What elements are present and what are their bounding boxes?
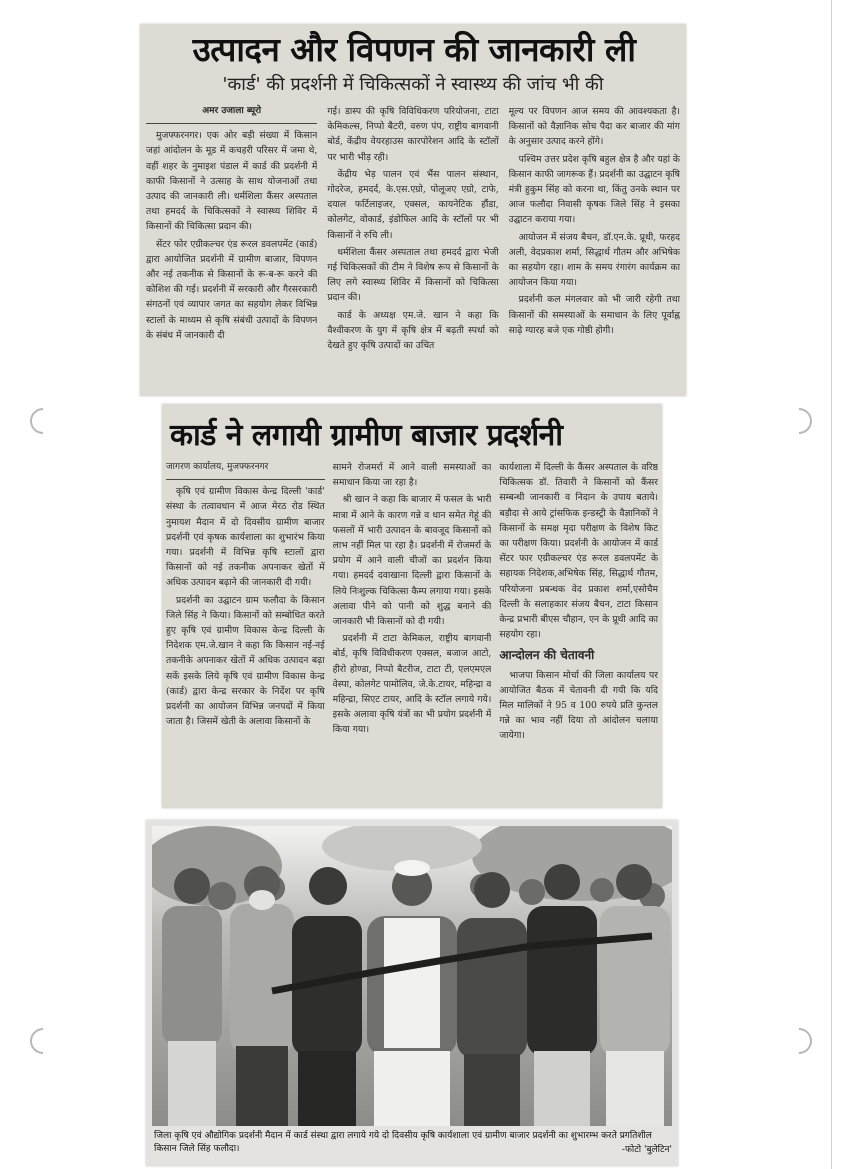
byline-rule	[166, 479, 325, 480]
binder-hole	[781, 1023, 818, 1060]
photo-caption: जिला कृषि एवं औद्योगिक प्रदर्शनी मैदान में कार्ड संस्था द्वारा लगाये गये दो दिवसीय कृषि कार्यशाला एवं ग्रामीण बाजार प्रदर्शनी का शुभारम्भ करते प्रगतिशील किसान जिले सिंह फलौदा।	[154, 1131, 652, 1154]
clipping-jagran	[162, 404, 662, 808]
paragraph: श्री खान ने कहा कि बाजार में फसल के भारी मात्रा में आने के कारण गन्ने व धान समेत गेहूं की फसलों में भारी उत्पादन के बावजूद किसानों को लाभ नहीं मिल पा रहा है। प्रदर्शनी में रोजमर्रा के प्रयोग में आने वाली चीजों का प्रदर्शन किया गया। हमदर्द दवाखाना दिल्ली द्वारा किसानों के लिये निःशुल्क चिकित्सा कैम्प लगाया गया। इसके अलावा पीने को पानी को शुद्ध बनाने की जानकारी भी किसानों को दी गयी।	[332, 494, 492, 628]
paragraph: मूल्य पर विपणन आज समय की आवश्यकता है। किसानों को वैज्ञानिक सोच पैदा कर बाजार की मांग के अनुसार उत्पाद करने होंगे।	[508, 106, 680, 148]
article-headline: उत्पादन और विपणन की जानकारी ली	[192, 30, 636, 69]
byline: अमर उजाला ब्यूरो	[202, 106, 262, 116]
article-column	[499, 460, 658, 804]
paragraph: कृषि एवं ग्रामीण विकास केन्द्र दिल्ली 'कार्ड' संस्था के तत्वावधान में आज मेरठ रोड स्थित नुमायश मैदान में दो दिवसीय ग्रामीण बाजार प्रदर्शनी एवं कृषक कार्यशाला का शुभारंभ किया गया। प्रदर्शनी में विभिन्न कृषि स्टालों द्वारा किसानों को नई तकनीक अपनाकर खेतों में अधिक उत्पादन बढ़ाने की जानकारी दी गयी।	[166, 486, 325, 589]
event-photo	[152, 826, 672, 1126]
paragraph: कार्यशाला में दिल्ली के कैंसर अस्पताल के वरिष्ठ चिकित्सक डॉ. तिवारी ने किसानों को कैंसर सम्बन्धी जानकारी व निदान के उपाय बताये। बड़ौदा से आये ट्रांसफिक इन्डस्ट्री के वैज्ञानिकों ने किसानों के समक्ष मृदा परीक्षण के विशेष किट का परीक्षण किया। प्रदर्शनी के आयोजन में कार्ड सेंटर फार एग्रीकल्चर एंड रूरल डवलपमेंट के सहायक निदेशक,अभिषेक सिंह, सिद्धार्थ गौतम, परियोजना प्रबन्धक वेद प्रकाश शर्मा,एसोचैम दिल्ली के सलाहकार संजय बैचन, टाटा किसान केन्द्र प्रभारी बीएस चौहान, एन के प्रूथी आदि का सहयोग रहा।	[499, 462, 659, 641]
binder-hole	[25, 403, 62, 440]
paragraph: मुजफ्फरनगर। एक ओर बड़ी संख्या में किसान जहां आंदोलन के मूड में कचहरी परिसर में जमा थे, वहीं शहर के नुमाइश पंडाल में कार्ड की प्रदर्शनी में काफी किसानों ने उत्साह के साथ योजनाओं तथा उत्पाद की जानकारी ली। धर्मशिला कैंसर अस्पताल तथा हमदर्द के चिकित्सकों ने स्वास्थ्य शिविर में किसानों की चिकित्सा प्रदान की।	[146, 130, 318, 233]
clipping-amar-ujala	[140, 24, 686, 396]
paragraph: गई। डास्प की कृषि विविधिकरण परियोजना, टाटा केमिकल्स, निप्पो बैटरी, वरुण पंप, राष्ट्रीय बागवानी बोर्ड, केंद्रीय वेयरहाउस कारपोरेशन आदि के स्टॉलों पर भारी भीड़ रही।	[327, 106, 499, 163]
paragraph: केंद्रीय भेड़ पालन एवं भैंस पालन संस्थान, गोदरेज, हमदर्द, के.एस.एग्रो, पोलूजए एग्रो, टाफे, दयाल फर्टिलाइजर, एक्सल, कायनेटिक हौंडा, कोलगेट, वोकार्ड, इंडोफिल आदि के स्टॉलों पर भी किसानों ने रुचि ली।	[327, 168, 499, 241]
article-column	[509, 104, 680, 392]
article-subheadline: 'कार्ड' की प्रदर्शनी में चिकित्सकों ने स्वास्थ्य की जांच भी की	[222, 74, 604, 95]
paragraph: पश्चिम उत्तर प्रदेश कृषि बहुल क्षेत्र है और यहां के किसान काफी जागरूक हैं। प्रदर्शनी का उद्घाटन कृषि मंत्री हुकुम सिंह को करना था, किंतु उनके स्थान पर आज फलौदा निवासी कृषक जिले सिंह ने इसका उद्घाटन कराया गया।	[508, 153, 680, 226]
paragraph: कार्ड के अध्यक्ष एम.जे. खान ने कहा कि वैश्वीकरण के युग में कृषि क्षेत्र में बढ़ती स्पर्धा को देखते हुए कृषि उत्पादों का उचित	[327, 309, 499, 352]
page-edge	[831, 0, 832, 1169]
paragraph: प्रदर्शनी में टाटा केमिकल, राष्ट्रीय बागवानी बोर्ड, कृषि विविधीकरण एक्सल, बजाज आटो, हीरो होण्डा, निप्पो बैटरीज, टाटा टी, एलएमएल वेस्पा, कोलगेट पामोलिव, जे.के.टायर, महिन्द्रा व महिन्द्रा, सिएट टायर, आदि के स्टॉल लगाये गये। इसके अलावा कृषि यंत्रों का भी प्रयोग प्रदर्शनी में किया गया।	[332, 633, 492, 736]
paragraph: भाजपा किसान मोर्चा की जिला कार्यालय पर आयोजित बैठक में चेतावनी दी गयी कि यदि मिल मालिकों ने 95 व 100 रुपये प्रति कुन्तल गन्ने का भाव नहीं दिया तो आंदोलन चलाया जायेगा।	[499, 669, 659, 742]
binder-hole	[781, 403, 818, 440]
article-column	[166, 460, 325, 804]
article-column	[333, 460, 492, 804]
paragraph: प्रदर्शनी कल मंगलवार को भी जारी रहेगी तथा किसानों की समस्याओं के समाधान के लिए पूर्वाह्न साढ़े ग्यारह बजे एक गोष्ठी होगी।	[508, 294, 680, 336]
photo-illustration	[152, 826, 672, 1126]
paragraph: आयोजन में संजय बैचन, डॉ.एन.के. प्रूथी, फरहद अली, वेदप्रकाश शर्मा, सिद्धार्थ गौतम और अभिषेक का सहयोग रहा। शाम के समय रंगारंग कार्यक्रम का आयोजन किया गया।	[508, 231, 680, 289]
section-subheading: आन्दोलन की चेतावनी	[499, 648, 595, 663]
paragraph: सामने रोजमर्रा में आने वाली समस्याओं का समाधान किया जा रहा है।	[332, 462, 492, 489]
article-columns	[166, 460, 658, 804]
paragraph: प्रदर्शनी का उद्घाटन ग्राम फलौदा के किसान जिले सिंह ने किया। किसानों को सम्बोधित करते हुए कृषि एवं ग्रामीण विकास केन्द्र दिल्ली के निदेशक एम.जे.खान ने कहा कि किसान नई-नई तकनीके अपनाकर खेतों में अधिक उत्पादन बढ़ा सकें इसके लिये कृषि एवं ग्रामीण विकास केन्द्र (कार्ड) द्वारा केन्द्र सरकार के निर्देश पर कृषि प्रदर्शनी का आयोजन विभिन्न जनपदों में किया जाता है। जिसमें खेती के अलावा किसानों के	[166, 594, 325, 728]
byline-rule	[146, 123, 317, 124]
photo-credit: -फोटो 'बुलेटिन'	[621, 1145, 672, 1155]
article-columns	[146, 104, 680, 392]
article-headline: कार्ड ने लगायी ग्रामीण बाजार प्रदर्शनी	[170, 418, 563, 453]
article-column	[327, 104, 498, 392]
clipping-photo	[146, 820, 678, 1166]
byline: जागरण कार्यालय, मुजफ्फरनगर	[166, 462, 269, 472]
binder-hole	[25, 1023, 62, 1060]
paragraph: धर्मशिला कैंसर अस्पताल तथा हमदर्द द्वारा भेजी गई चिकित्सकों की टीम ने विशेष रूप से किसानों के लिए लगे स्वास्थ्य शिविर में किसानों को चिकित्सा प्रदान की।	[327, 246, 499, 304]
paragraph: सेंटर फोर एग्रीकल्चर एंड रूरल डवलपमेंट (कार्ड) द्वारा आयोजित प्रदर्शनी में ग्रामीण बाजार, विपणन और नई तकनीक से किसानों के रू-ब-रू करने की कोशिश की गई। प्रदर्शनी में सरकारी और गैरसरकारी संगठनों एवं व्यापार जगत का सहयोग लेकर विभिन्न स्टालों के माध्यम से कृषि संबंधी उत्पादों के विपणन के संबंध में जानकारी दी	[146, 238, 318, 341]
article-column	[146, 104, 317, 392]
